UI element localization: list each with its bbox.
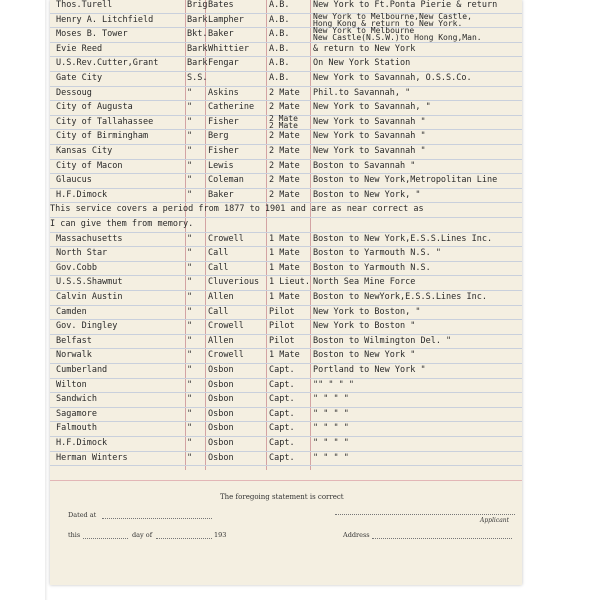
route-cell: Phil.to Savannah, " xyxy=(313,87,411,98)
route-cell-line-2: Hong Kong & return to New York. xyxy=(313,18,463,28)
master-cell: Osbon xyxy=(208,408,234,419)
rig-cell: Bark xyxy=(187,43,208,54)
master-cell: Coleman xyxy=(208,175,244,186)
master-cell: Allen xyxy=(208,335,234,346)
vessel-cell: Moses B. Tower xyxy=(56,29,128,40)
vessel-cell: Herman Winters xyxy=(56,452,128,463)
master-cell: Call xyxy=(208,262,229,273)
route-cell: New York to Ft.Ponta Pierie & return xyxy=(313,0,498,10)
route-cell: New York to Savannah " xyxy=(313,131,426,142)
master-cell: Baker xyxy=(208,189,234,200)
master-cell: Osbon xyxy=(208,365,234,375)
month-line xyxy=(156,538,212,539)
rig-cell: " xyxy=(187,321,193,332)
table-row xyxy=(50,334,522,350)
rig-cell: " xyxy=(187,160,193,171)
table-row xyxy=(50,407,522,423)
route-cell: Boston to Wilmington Del. " xyxy=(313,335,452,346)
table-row xyxy=(50,129,522,145)
rig-cell: " xyxy=(187,365,193,375)
rig-cell: " xyxy=(187,116,193,127)
master-cell: Call xyxy=(208,306,229,317)
vessel-cell: Glaucus xyxy=(56,175,92,186)
table-row xyxy=(50,363,522,379)
master-cell: Osbon xyxy=(208,379,234,390)
rig-cell: S.S. xyxy=(187,73,208,83)
rig-cell: " xyxy=(187,102,193,113)
rank-cell: Capt. xyxy=(269,365,295,375)
route-cell-line-1: New York to Melbourne xyxy=(313,26,415,36)
day-of-label: day of xyxy=(132,531,153,539)
rig-cell: " xyxy=(187,306,193,317)
rank-cell xyxy=(269,115,298,129)
table-row xyxy=(50,232,522,248)
table-row xyxy=(50,275,522,291)
table-row xyxy=(50,71,522,87)
route-cell: & return to New York xyxy=(313,43,416,54)
route-cell-line-1: New York to Melbourne,New Castle, xyxy=(313,11,472,21)
applicant-label: Applicant xyxy=(480,517,510,524)
rig-cell: " xyxy=(187,248,193,259)
table-row xyxy=(50,188,522,204)
route-cell: " " " " xyxy=(313,452,349,463)
rank-cell: Pilot xyxy=(269,306,295,317)
rank-cell-line-2: 2 Mate xyxy=(269,120,298,130)
dated-at-line xyxy=(102,518,212,519)
rank-cell: 2 Mate xyxy=(269,175,300,186)
table-row xyxy=(50,159,522,175)
dated-at-label: Dated at xyxy=(68,511,97,519)
route-cell: " " " " xyxy=(313,423,349,434)
route-cell-line-2: New Castle(N.S.W.)to Hong Kong,Man. xyxy=(313,33,482,43)
table-row xyxy=(50,421,522,437)
route-cell: On New York Station xyxy=(313,58,411,69)
master-cell: Crowell xyxy=(208,233,244,244)
vessel-cell: Gov.Cobb xyxy=(56,262,97,273)
rig-cell: Bark xyxy=(187,58,208,69)
applicant-signature-line xyxy=(335,514,515,515)
vessel-cell: Henry A. Litchfield xyxy=(56,14,154,25)
rig-cell: Bark xyxy=(187,14,208,25)
vessel-cell: Cumberland xyxy=(56,365,108,375)
rank-cell: 1 Mate xyxy=(269,350,300,361)
table-row xyxy=(50,246,522,262)
master-cell: Osbon xyxy=(208,423,234,434)
rig-cell: " xyxy=(187,335,193,346)
route-cell: " " " " xyxy=(313,408,349,419)
route-cell: New York to Savannah " xyxy=(313,146,426,156)
route-cell: North Sea Mine Force xyxy=(313,277,416,288)
vessel-cell: Massachusetts xyxy=(56,233,123,244)
table-row xyxy=(50,451,522,467)
route-cell: Boston to New York,Metropolitan Line xyxy=(313,175,498,186)
master-cell: Baker xyxy=(208,29,234,40)
rank-cell: Capt. xyxy=(269,423,295,434)
rank-cell: A.B. xyxy=(269,73,290,83)
table-row xyxy=(50,290,522,306)
rig-cell: " xyxy=(187,438,193,448)
rank-cell: 1 Lieut. xyxy=(269,277,310,288)
rank-cell: A.B. xyxy=(269,14,290,25)
route-cell: New York to Savannah " xyxy=(313,116,426,127)
statement-text: The foregoing statement is correct xyxy=(220,493,344,501)
master-cell: Lewis xyxy=(208,160,234,171)
route-cell: New York to Savannah, " xyxy=(313,102,431,113)
address-label: Address xyxy=(343,531,370,539)
route-cell xyxy=(313,13,472,27)
table-row xyxy=(50,319,522,335)
narrative-line: I can give them from memory. xyxy=(50,217,522,233)
table-row xyxy=(50,13,522,29)
rig-cell: Brig xyxy=(187,0,208,10)
rank-cell: A.B. xyxy=(269,0,290,10)
rig-cell: " xyxy=(187,233,193,244)
rank-cell: 2 Mate xyxy=(269,87,300,98)
rank-cell: Capt. xyxy=(269,438,295,448)
rank-cell: 2 Mate xyxy=(269,131,300,142)
rank-cell: Capt. xyxy=(269,379,295,390)
table-row xyxy=(50,348,522,364)
vessel-cell: Falmouth xyxy=(56,423,97,434)
vessel-cell: Thos.Turell xyxy=(56,0,113,10)
rig-cell: " xyxy=(187,394,193,405)
rig-cell: " xyxy=(187,350,193,361)
vessel-cell: City of Birmingham xyxy=(56,131,149,142)
rank-cell: 2 Mate xyxy=(269,160,300,171)
rank-cell: Capt. xyxy=(269,452,295,463)
master-cell: Fisher xyxy=(208,146,239,156)
master-cell: Fisher xyxy=(208,116,239,127)
table-row xyxy=(50,42,522,58)
rank-cell: 1 Mate xyxy=(269,262,300,273)
route-cell: New York to Savannah, O.S.S.Co. xyxy=(313,73,472,83)
vessel-cell: Wilton xyxy=(56,379,87,390)
rig-cell: " xyxy=(187,379,193,390)
route-cell: Boston to New York, " xyxy=(313,189,421,200)
rank-cell: Capt. xyxy=(269,408,295,419)
route-cell: " " " " xyxy=(313,438,349,448)
rank-cell: A.B. xyxy=(269,58,290,69)
vessel-cell: City of Tallahassee xyxy=(56,116,154,127)
rank-cell: Pilot xyxy=(269,321,295,332)
master-cell: Crowell xyxy=(208,321,244,332)
master-cell: Lampher xyxy=(208,14,244,25)
master-cell: Osbon xyxy=(208,438,234,448)
address-line xyxy=(372,538,512,539)
rank-cell: 1 Mate xyxy=(269,233,300,244)
rank-cell: A.B. xyxy=(269,43,290,54)
rig-cell: " xyxy=(187,277,193,288)
master-cell: Catherine xyxy=(208,102,255,113)
vessel-cell: H.F.Dimock xyxy=(56,438,108,448)
vessel-cell: Sandwich xyxy=(56,394,97,405)
route-cell: Portland to New York " xyxy=(313,365,426,375)
rank-cell: 2 Mate xyxy=(269,189,300,200)
route-cell: Boston to NewYork,E.S.S.Lines Inc. xyxy=(313,292,487,302)
master-cell: Askins xyxy=(208,87,239,98)
route-cell xyxy=(313,27,482,41)
vessel-cell: Dessoug xyxy=(56,87,92,98)
route-cell: Boston to Yarmouth N.S. xyxy=(313,262,431,273)
master-cell: Osbon xyxy=(208,394,234,405)
route-cell: Boston to New York " xyxy=(313,350,416,361)
page-edge-shadow xyxy=(45,0,48,600)
master-cell: Call xyxy=(208,248,229,259)
master-cell: Bates xyxy=(208,0,234,10)
vessel-cell: U.S.Rev.Cutter,Grant xyxy=(56,58,159,69)
table-row xyxy=(50,56,522,72)
rig-cell: " xyxy=(187,408,193,419)
route-cell: New York to Boston " xyxy=(313,321,416,332)
rig-cell: " xyxy=(187,131,193,142)
vessel-cell: Gov. Dingley xyxy=(56,321,118,332)
master-cell: Osbon xyxy=(208,452,234,463)
route-cell: Boston to Savannah " xyxy=(313,160,416,171)
table-row xyxy=(50,144,522,160)
this-label: this xyxy=(68,531,81,539)
rig-cell: Bkt. xyxy=(187,29,208,40)
rank-cell: 2 Mate xyxy=(269,146,300,156)
table-row xyxy=(50,261,522,277)
vessel-cell: Norwalk xyxy=(56,350,92,361)
master-cell: Whittier xyxy=(208,43,249,54)
rig-cell: " xyxy=(187,146,193,156)
vessel-cell: U.S.S.Shawmut xyxy=(56,277,123,288)
day-line xyxy=(83,538,128,539)
table-row xyxy=(50,27,522,43)
route-cell: " " " " xyxy=(313,394,349,405)
vessel-cell: Gate City xyxy=(56,73,103,83)
vessel-cell: City of Macon xyxy=(56,160,123,171)
vessel-cell: Kansas City xyxy=(56,146,113,156)
route-cell: New York to Boston, " xyxy=(313,306,421,317)
vessel-cell: Evie Reed xyxy=(56,43,103,54)
year-label: 193 xyxy=(214,531,227,539)
master-cell: Berg xyxy=(208,131,229,142)
vessel-cell: Belfast xyxy=(56,335,92,346)
rank-cell: 1 Mate xyxy=(269,248,300,259)
master-cell: Allen xyxy=(208,292,234,302)
rig-cell: " xyxy=(187,262,193,273)
route-cell: Boston to New York,E.S.S.Lines Inc. xyxy=(313,233,493,244)
vessel-cell: City of Augusta xyxy=(56,102,133,113)
rank-cell: 2 Mate xyxy=(269,102,300,113)
master-cell: Fengar xyxy=(208,58,239,69)
certification-footer xyxy=(50,480,522,585)
table-row xyxy=(50,115,522,131)
master-cell: Crowell xyxy=(208,350,244,361)
rank-cell-line-1: 2 Mate xyxy=(269,113,298,123)
rank-cell: Capt. xyxy=(269,394,295,405)
rank-cell: A.B. xyxy=(269,29,290,40)
vessel-cell: North Star xyxy=(56,248,108,259)
rig-cell: " xyxy=(187,423,193,434)
rig-cell: " xyxy=(187,87,193,98)
vessel-cell: Camden xyxy=(56,306,87,317)
route-cell: Boston to Yarmouth N.S. " xyxy=(313,248,441,259)
vessel-cell: Sagamore xyxy=(56,408,97,419)
rig-cell: " xyxy=(187,175,193,186)
table-row xyxy=(50,86,522,102)
rig-cell: " xyxy=(187,292,193,302)
table-row xyxy=(50,436,522,452)
table-row xyxy=(50,392,522,408)
document-page xyxy=(50,0,522,585)
vessel-cell: Calvin Austin xyxy=(56,292,123,302)
table-row xyxy=(50,173,522,189)
rank-cell: 1 Mate xyxy=(269,292,300,302)
vessel-cell: H.F.Dimock xyxy=(56,189,108,200)
table-row xyxy=(50,305,522,321)
route-cell: "" " " " xyxy=(313,379,354,390)
narrative-line: This service covers a period from 1877 to 1901 and are as near correct as xyxy=(50,202,522,218)
rig-cell: " xyxy=(187,452,193,463)
table-row xyxy=(50,378,522,394)
master-cell: Cluverious xyxy=(208,277,260,288)
rig-cell: " xyxy=(187,189,193,200)
rank-cell: Pilot xyxy=(269,335,295,346)
